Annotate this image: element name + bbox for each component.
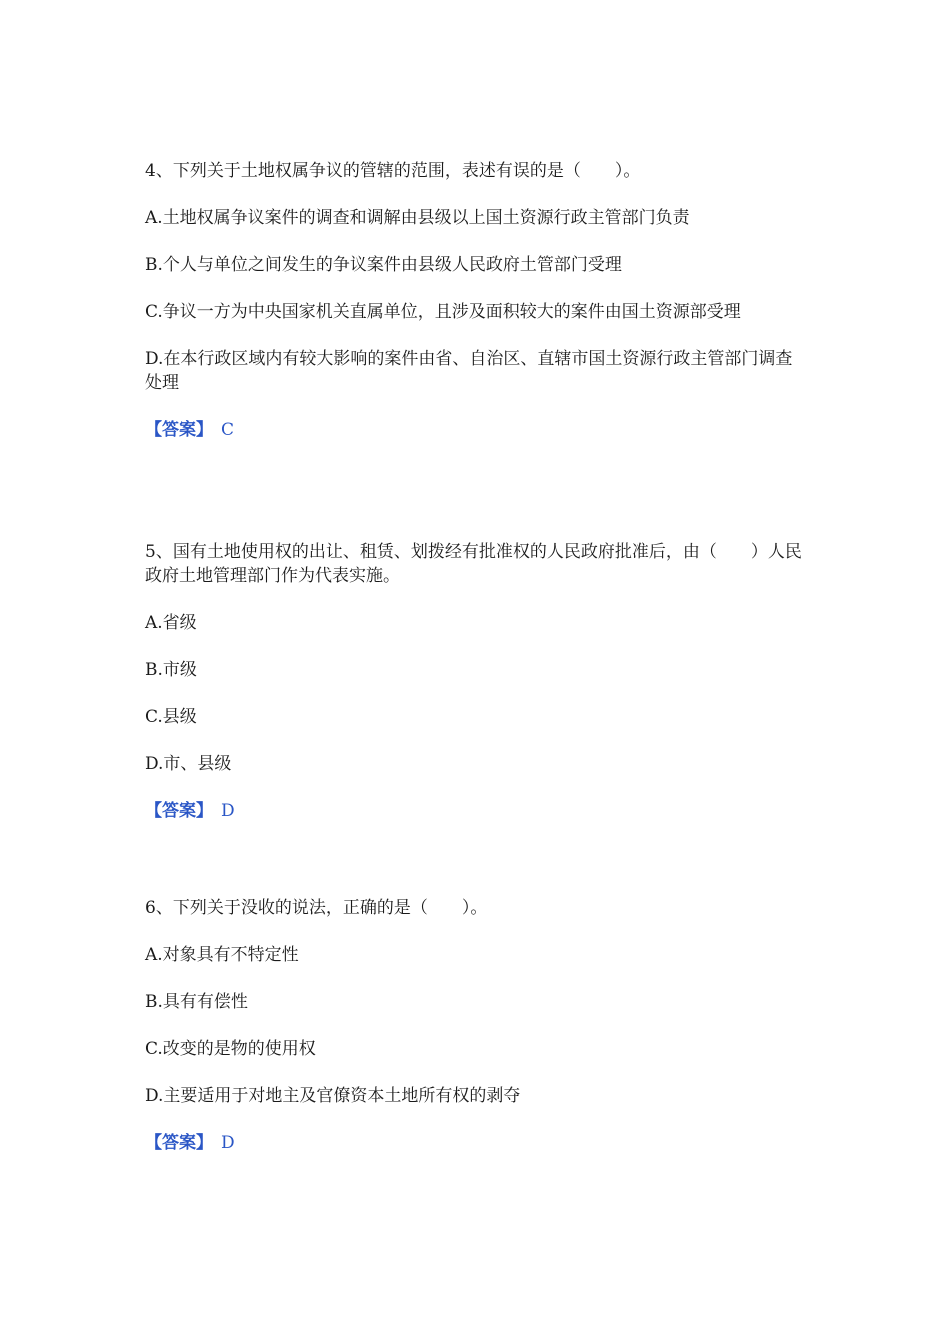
option-d: D.主要适用于对地主及官僚资本土地所有权的剥夺 bbox=[145, 1086, 521, 1106]
answer-line bbox=[145, 418, 805, 442]
option-c: C.争议一方为中央国家机关直属单位，且涉及面积较大的案件由国土资源部受理 bbox=[145, 302, 741, 322]
answer-label: 【答案】 bbox=[145, 1133, 213, 1153]
option-a: A.土地权属争议案件的调查和调解由县级以上国土资源行政主管部门负责 bbox=[145, 208, 690, 228]
option-a: A.对象具有不特定性 bbox=[145, 945, 299, 965]
option-c: C.县级 bbox=[145, 707, 197, 727]
option-b: B.市级 bbox=[145, 660, 197, 680]
answer-value: D bbox=[221, 801, 235, 821]
option-b: B.具有有偿性 bbox=[145, 992, 248, 1012]
option-b: B.个人与单位之间发生的争议案件由县级人民政府土管部门受理 bbox=[145, 255, 622, 275]
option-a: A.省级 bbox=[145, 613, 197, 633]
question-stem: 4、下列关于土地权属争议的管辖的范围，表述有误的是（ ）。 bbox=[145, 161, 641, 181]
option-d: D.在本行政区域内有较大影响的案件由省、自治区、直辖市国土资源行政主管部门调查处理 bbox=[145, 349, 793, 393]
answer-value: C bbox=[221, 420, 235, 440]
question-6 bbox=[145, 896, 805, 1155]
answer-line bbox=[145, 799, 805, 823]
option-d: D.市、县级 bbox=[145, 754, 232, 774]
question-5 bbox=[145, 540, 805, 823]
answer-label: 【答案】 bbox=[145, 801, 213, 821]
question-stem: 6、下列关于没收的说法，正确的是（ ）。 bbox=[145, 898, 488, 918]
option-c: C.改变的是物的使用权 bbox=[145, 1039, 316, 1059]
question-stem: 5、国有土地使用权的出让、租赁、划拨经有批准权的人民政府批准后，由（ ）人民政府土地管理部门作为代表实施。 bbox=[145, 542, 802, 586]
question-4 bbox=[145, 159, 805, 442]
answer-line bbox=[145, 1131, 805, 1155]
answer-label: 【答案】 bbox=[145, 420, 213, 440]
answer-value: D bbox=[221, 1133, 235, 1153]
